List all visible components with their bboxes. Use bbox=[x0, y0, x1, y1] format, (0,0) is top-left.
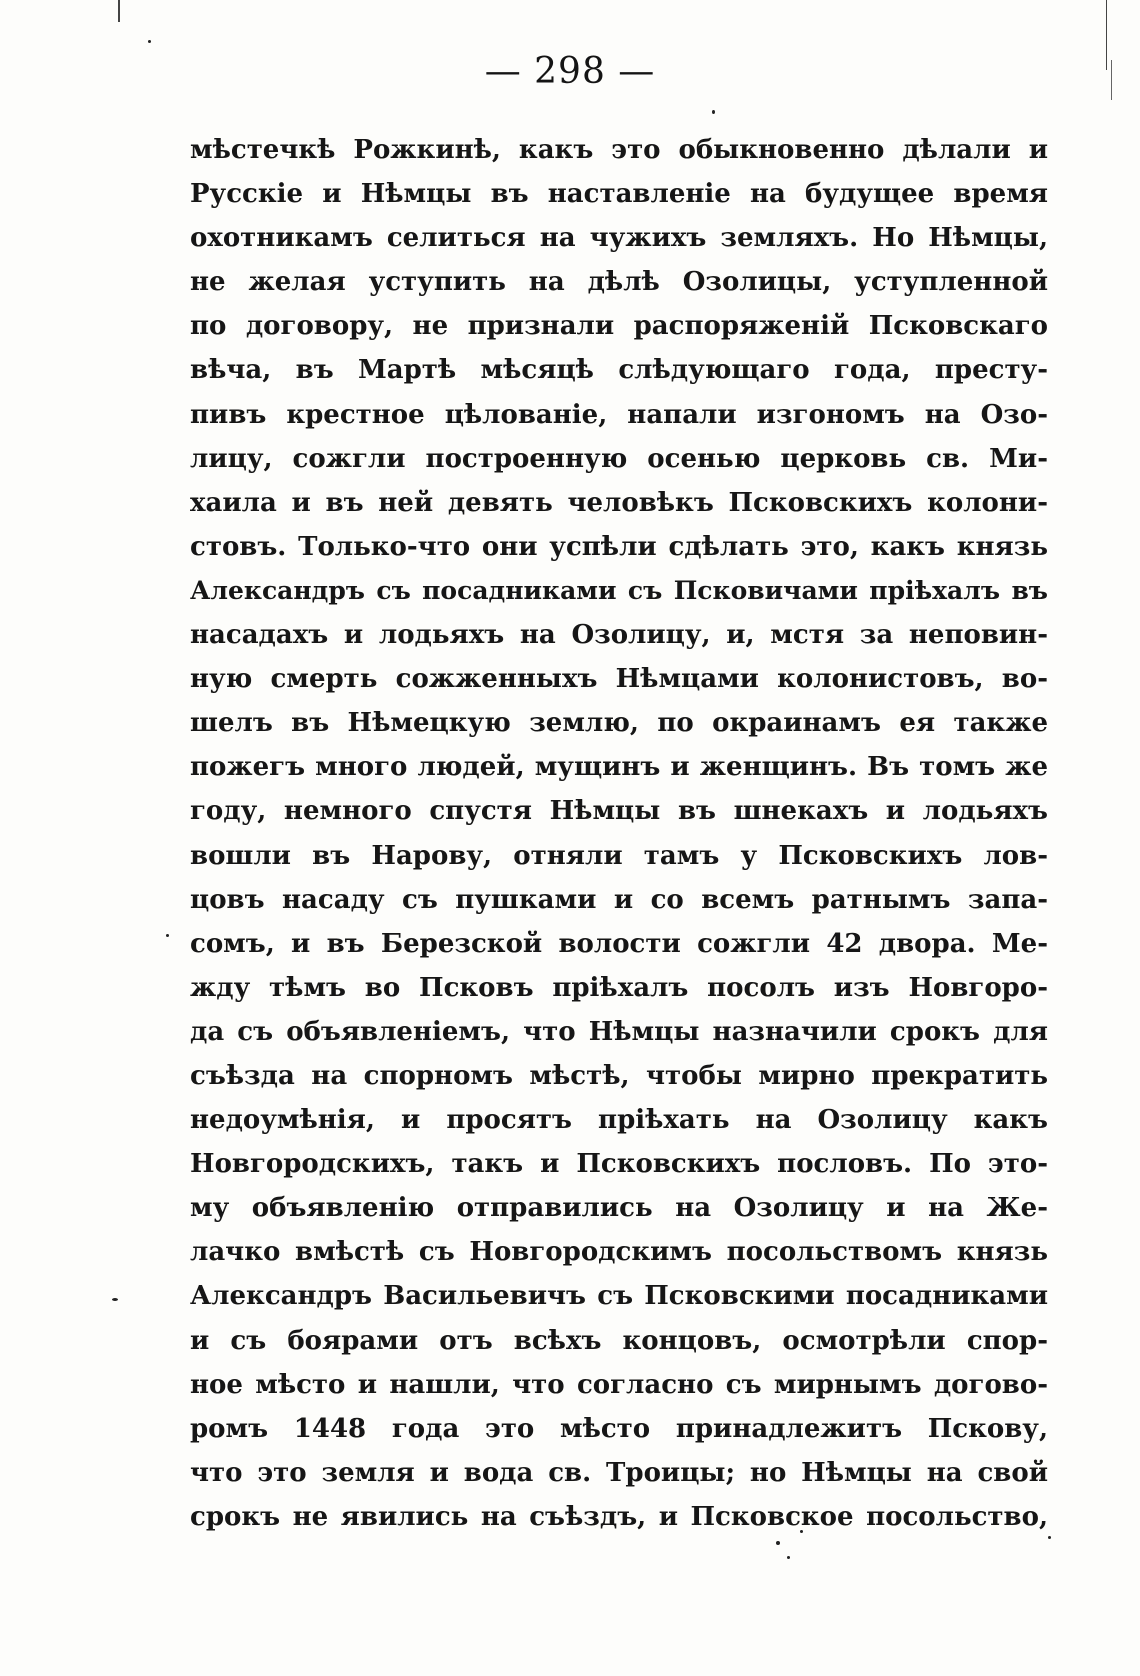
text-line: да съ объявленіемъ, что Нѣмцы назначили срокъ для bbox=[190, 1016, 1048, 1047]
text-line: Русскіе и Нѣмцы въ наставленіе на будущее время bbox=[190, 179, 1048, 210]
page-number: — 298 — bbox=[484, 51, 656, 92]
text-line: хаила и въ ней девять человѣкъ Псковскихъ колони- bbox=[190, 487, 1048, 518]
text-line: лачко вмѣстѣ съ Новгородскимъ посольствомъ князь bbox=[190, 1237, 1048, 1268]
text-line: лицу, сожгли построенную осенью церковь св. Ми- bbox=[190, 443, 1048, 474]
ink-speck bbox=[776, 1541, 780, 1545]
text-line: насадахъ и лодьяхъ на Озолицу, и, мстя за неповин- bbox=[190, 620, 1048, 651]
ink-speck bbox=[166, 934, 169, 937]
ink-speck bbox=[148, 40, 151, 43]
text-line: и съ боярами отъ всѣхъ концовъ, осмотрѣли спор- bbox=[190, 1325, 1048, 1356]
text-line: жду тѣмъ во Псковъ пріѣхалъ посолъ изъ Новгоро- bbox=[190, 972, 1048, 1003]
text-line: пивъ крестное цѣлованіе, напали изгономъ на Озо- bbox=[190, 399, 1048, 430]
ink-speck bbox=[787, 1556, 790, 1559]
text-line: срокъ не явились на съѣздъ, и Псковское посольство, bbox=[190, 1501, 1048, 1532]
text-line: мѣстечкѣ Рожкинѣ, какъ это обыкновенно дѣлали и bbox=[190, 135, 1048, 165]
text-line: по договору, не признали распоряженій Псковскаго bbox=[190, 311, 1048, 342]
text-line: пожегъ много людей, мущинъ и женщинъ. Въ томъ же bbox=[190, 752, 1048, 783]
text-line: ное мѣсто и нашли, что согласно съ мирнымъ догово- bbox=[190, 1369, 1048, 1400]
ink-speck bbox=[712, 110, 715, 114]
text-line: ную смерть сожженныхъ Нѣмцами колонистовъ, во- bbox=[190, 664, 1048, 695]
text-line: стовъ. Только-что они успѣли сдѣлать это, какъ князь bbox=[190, 531, 1048, 562]
ink-speck bbox=[112, 1298, 118, 1301]
text-line: недоумѣнія, и просятъ пріѣхать на Озолицу какъ bbox=[190, 1105, 1048, 1136]
text-line: цовъ насаду съ пушками и со всемъ ратнымъ запа- bbox=[190, 884, 1048, 915]
text-line: Александръ Васильевичъ съ Псковскими посадниками bbox=[190, 1281, 1048, 1312]
scan-edge-left bbox=[118, 0, 120, 22]
ink-speck bbox=[1048, 1536, 1051, 1539]
text-line: сомъ, и въ Березской волости сожгли 42 двора. Ме- bbox=[190, 928, 1048, 959]
text-line: Новгородскихъ, такъ и Псковскихъ пословъ. По это- bbox=[190, 1149, 1048, 1180]
text-line: что это земля и вода св. Троицы; но Нѣмцы на свой bbox=[190, 1457, 1048, 1488]
text-line: шелъ въ Нѣмецкую землю, по окраинамъ ея также bbox=[190, 708, 1048, 739]
text-line: му объявленію отправились на Озолицу и на Же- bbox=[190, 1193, 1048, 1224]
text-line: съѣзда на спорномъ мѣстѣ, чтобы мирно прекратить bbox=[190, 1060, 1048, 1091]
body-text bbox=[190, 128, 1048, 1539]
text-line: году, немного спустя Нѣмцы въ шнекахъ и лодьяхъ bbox=[190, 796, 1048, 827]
text-line: вошли въ Нарову, отняли тамъ у Псковскихъ лов- bbox=[190, 840, 1048, 871]
text-line: охотникамъ селиться на чужихъ земляхъ. Но Нѣмцы, bbox=[190, 223, 1048, 254]
text-line: вѣча, въ Мартѣ мѣсяцѣ слѣдующаго года, престу- bbox=[190, 355, 1048, 386]
text-line: Александръ съ посадниками съ Псковичами пріѣхалъ въ bbox=[190, 575, 1048, 605]
text-line: не желая уступить на дѣлѣ Озолицы, уступленной bbox=[190, 267, 1048, 298]
text-line: ромъ 1448 года это мѣсто принадлежитъ Пскову, bbox=[190, 1413, 1048, 1444]
